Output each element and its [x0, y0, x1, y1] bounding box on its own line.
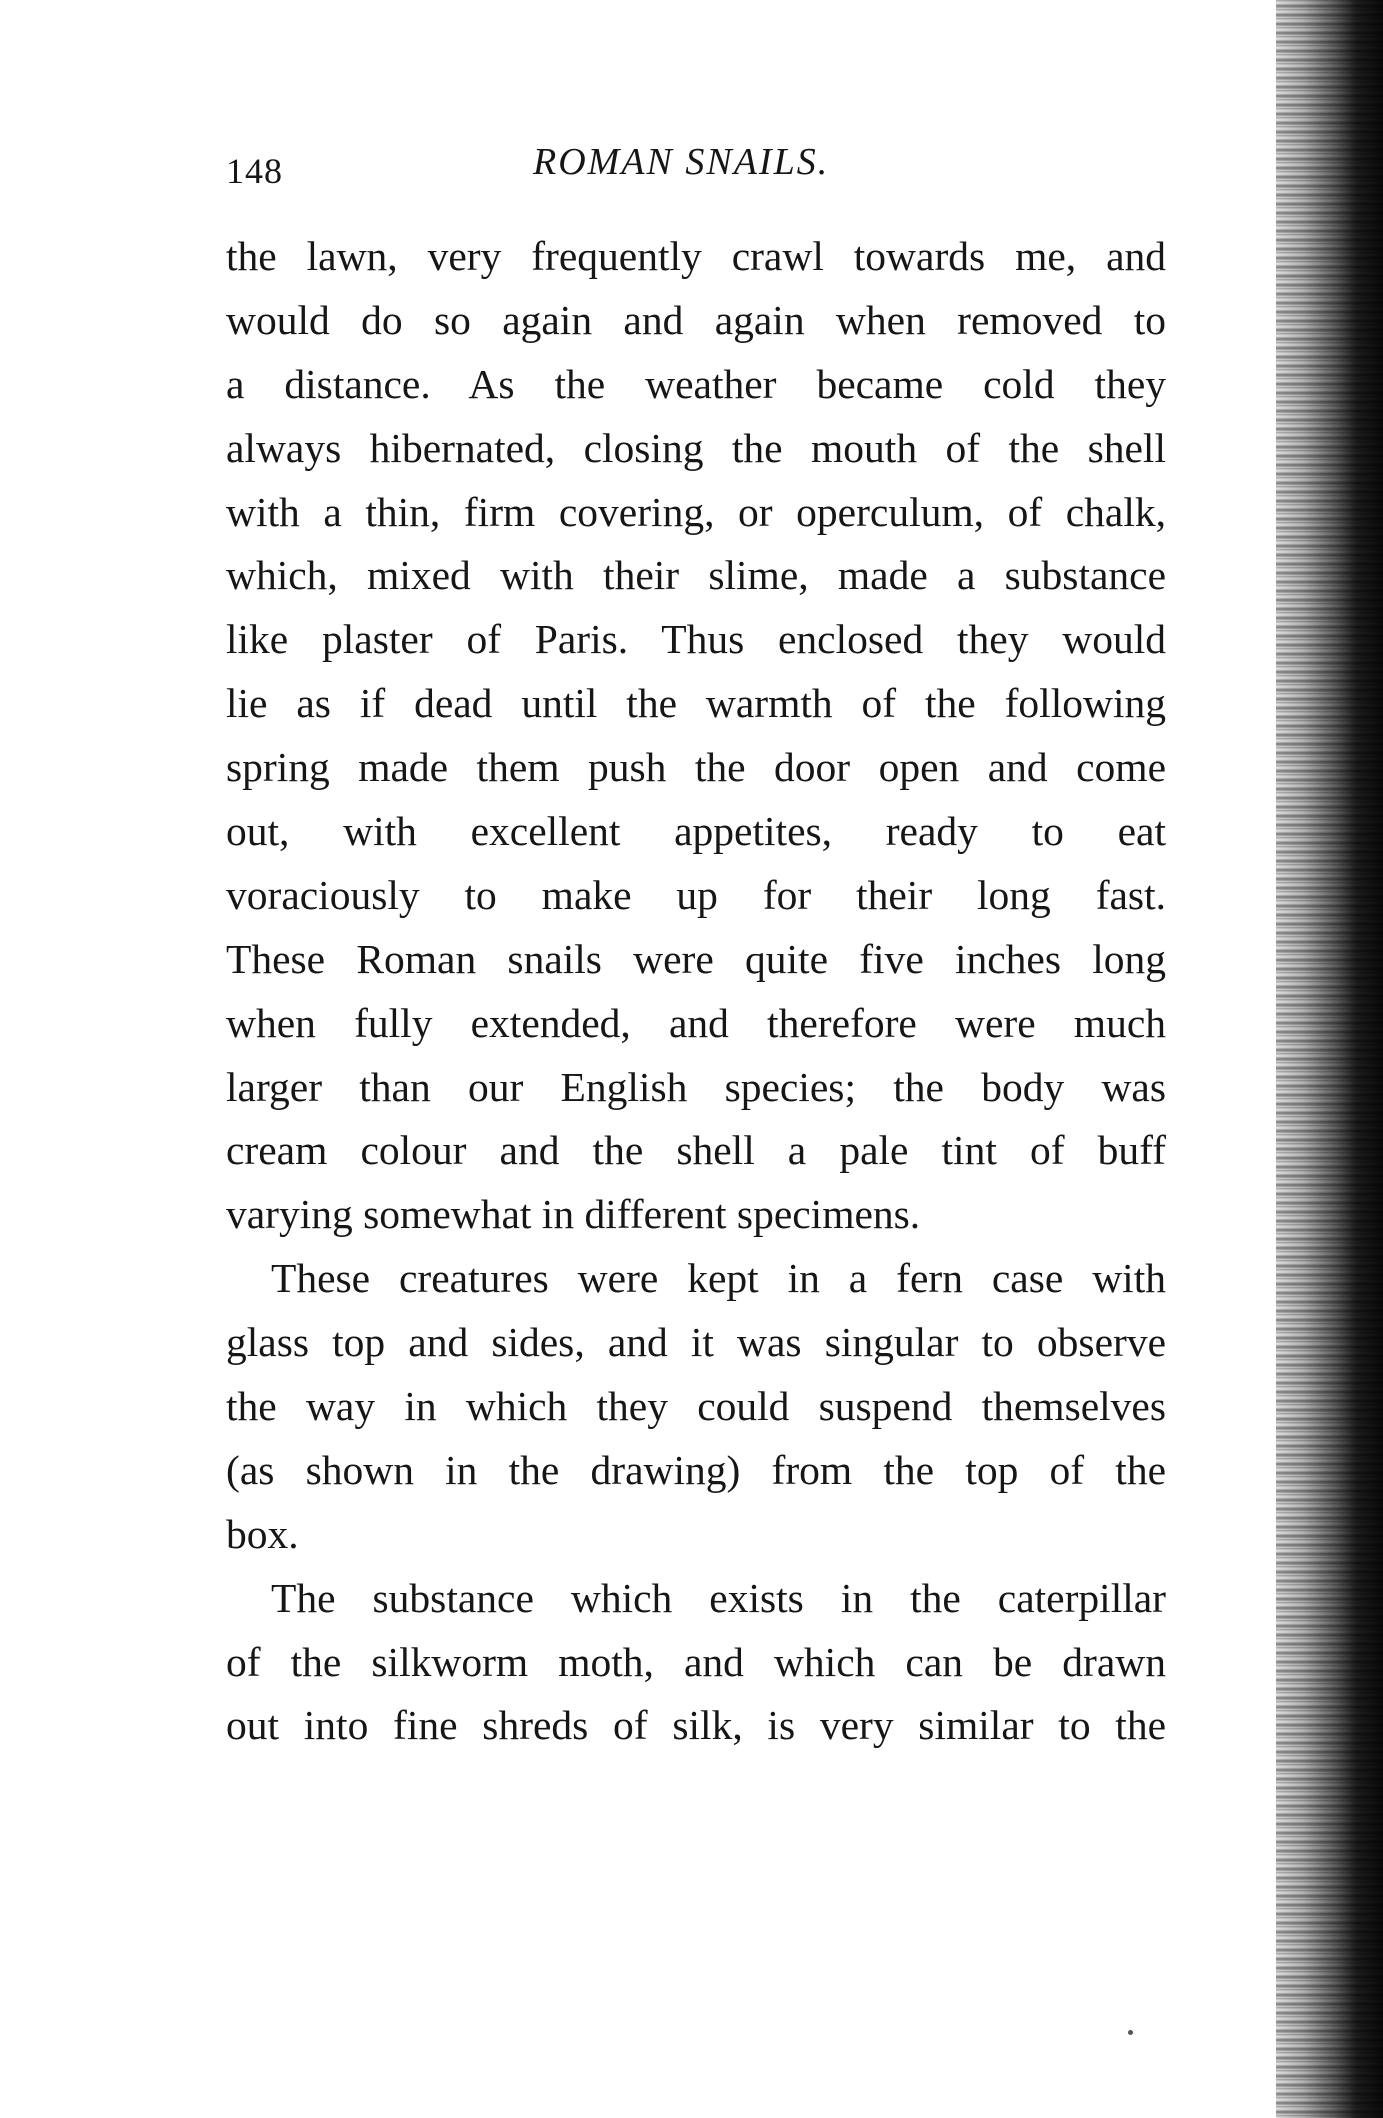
- page-header: [226, 140, 1166, 200]
- text-line: spring made them push the door open and come: [226, 744, 1166, 791]
- text-line: (as shown in the drawing) from the top of the: [226, 1446, 1166, 1493]
- running-title: ROMAN SNAILS.: [533, 141, 830, 183]
- text-line: glass top and sides, and it was singular to observe: [226, 1319, 1166, 1366]
- page-number: 148: [226, 151, 283, 191]
- text-line: larger than our English species; the body was: [226, 1063, 1166, 1110]
- text-line: These Roman snails were quite five inches long: [226, 935, 1166, 982]
- text-line: always hibernated, closing the mouth of the shell: [226, 424, 1166, 471]
- text-line: out into fine shreds of silk, is very similar to the: [226, 1702, 1166, 1749]
- text-line: lie as if dead until the warmth of the following: [226, 680, 1166, 727]
- book-binding-shadow: [1276, 0, 1383, 2118]
- text-line: like plaster of Paris. Thus enclosed they would: [226, 616, 1166, 663]
- text-line: a distance. As the weather became cold they: [226, 360, 1166, 407]
- text-line: The substance which exists in the caterpillar: [271, 1574, 1166, 1621]
- ink-speck: [1128, 2030, 1133, 2035]
- text-line: would do so again and again when removed to: [226, 296, 1166, 343]
- text-line: These creatures were kept in a fern case with: [271, 1255, 1166, 1302]
- text-line: the lawn, very frequently crawl towards me, and: [226, 233, 1166, 279]
- text-line: the way in which they could suspend themselves: [226, 1383, 1166, 1430]
- text-line: out, with excellent appetites, ready to eat: [226, 808, 1166, 855]
- text-line: voraciously to make up for their long fast.: [226, 871, 1166, 918]
- text-line: with a thin, firm covering, or operculum, of chalk,: [226, 488, 1166, 535]
- text-line: which, mixed with their slime, made a substance: [226, 552, 1166, 599]
- text-line: cream colour and the shell a pale tint of buff: [226, 1127, 1166, 1174]
- text-line: when fully extended, and therefore were much: [226, 999, 1166, 1046]
- text-line: of the silkworm moth, and which can be drawn: [226, 1638, 1166, 1685]
- text-line: box.: [226, 1510, 299, 1557]
- body-text: [226, 225, 1166, 1758]
- text-line: varying somewhat in different specimens.: [226, 1191, 921, 1238]
